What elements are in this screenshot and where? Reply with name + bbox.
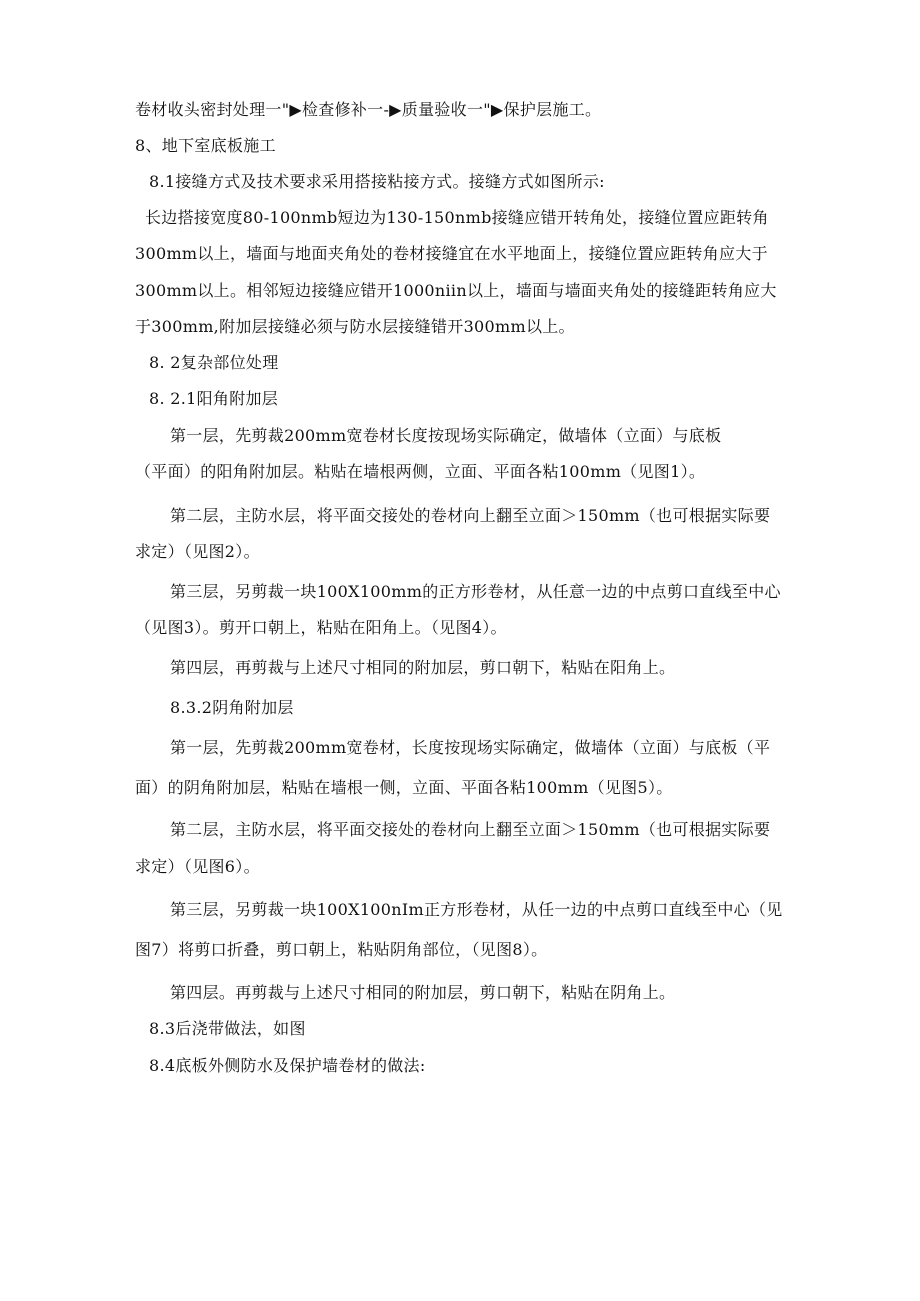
text-line-continuation: 卷材收头密封处理一"▶检查修补一-▶质量验收一"▶保护层施工。	[135, 100, 602, 119]
paragraph-line: 长边搭接宽度80-100nmb短边为130-150nmb接缝应错开转角处，接缝位置应距转角	[145, 208, 769, 227]
paragraph-line: 面）的阴角附加层，粘贴在墙根一侧，立面、平面各粘100mm（见图5）。	[135, 778, 673, 797]
paragraph-line: 第二层，主防水层，将平面交接处的卷材向上翻至立面＞150mm（也可根据实际要	[170, 506, 771, 525]
paragraph-line: 第四层。再剪裁与上述尺寸相同的附加层，剪口朝下，粘贴在阴角上。	[170, 983, 676, 1002]
subsection-heading-8-1: 8.1接缝方式及技术要求采用搭接粘接方式。接缝方式如图所示:	[149, 172, 605, 191]
subsection-heading-8-2-1: 8. 2.1阳角附加层	[149, 389, 279, 408]
paragraph-line: 求定）（见图2）。	[135, 542, 260, 561]
paragraph-line: 第四层，再剪裁与上述尺寸相同的附加层，剪口朝下，粘贴在阳角上。	[170, 658, 676, 677]
subsection-heading-8-3: 8.3后浇带做法，如图	[149, 1019, 306, 1038]
subsection-heading-8-3-2: 8.3.2阴角附加层	[170, 698, 294, 717]
paragraph-line: 300mm以上。相邻短边接缝应错开1000niin以上，墙面与墙面夹角处的接缝距转角应大	[135, 281, 777, 300]
paragraph-line: （平面）的阳角附加层。粘贴在墙根两侧，立面、平面各粘100mm（见图1）。	[135, 462, 706, 481]
subsection-heading-8-2: 8. 2复杂部位处理	[149, 353, 279, 372]
paragraph-line: 第一层，先剪裁200mm宽卷材，长度按现场实际确定，做墙体（立面）与底板（平	[170, 738, 771, 757]
paragraph-line: 求定）（见图6）。	[135, 857, 260, 876]
paragraph-line: 图7）将剪口折叠，剪口朝上，粘贴阴角部位，（见图8）。	[135, 940, 548, 959]
paragraph-line: 第三层，另剪裁一块100X100mm的正方形卷材，从任意一边的中点剪口直线至中心	[170, 582, 781, 601]
paragraph-line: 于300mm,附加层接缝必须与防水层接缝错开300mm以上。	[135, 317, 575, 336]
paragraph-line: 第一层，先剪裁200mm宽卷材长度按现场实际确定，做墙体（立面）与底板	[170, 426, 722, 445]
paragraph-line: 第三层，另剪裁一块100X100nIm正方形卷材，从任一边的中点剪口直线至中心（见	[170, 900, 783, 919]
subsection-heading-8-4: 8.4底板外侧防水及保护墙卷材的做法:	[149, 1056, 426, 1075]
paragraph-line: （见图3）。剪开口朝上，粘贴在阳角上。（见图4）。	[135, 618, 507, 637]
section-heading-8: 8、地下室底板施工	[135, 136, 276, 155]
paragraph-line: 300mm以上，墙面与地面夹角处的卷材接缝宜在水平地面上，接缝位置应距转角应大于	[135, 244, 768, 263]
paragraph-line: 第二层，主防水层，将平面交接处的卷材向上翻至立面＞150mm（也可根据实际要	[170, 820, 771, 839]
